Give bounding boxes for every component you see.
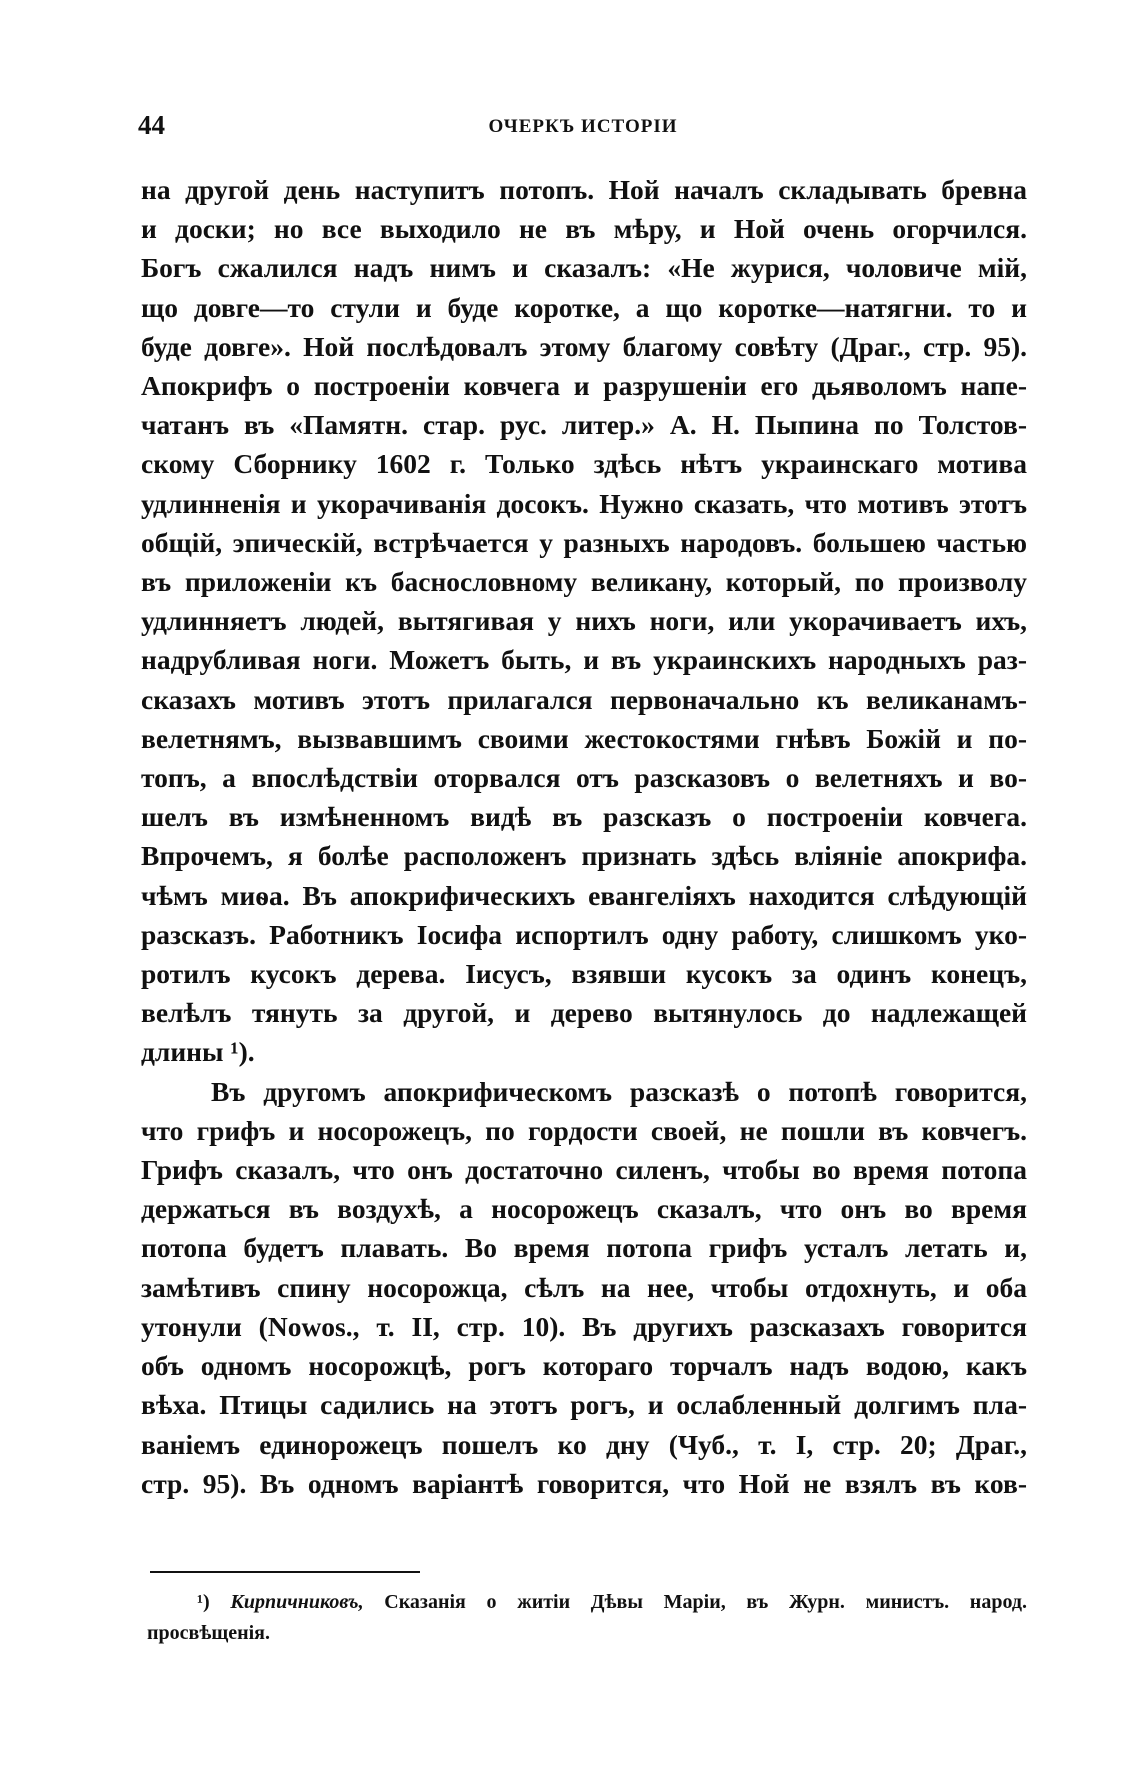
text-line: удлинняетъ людей, вытягивая у нихъ ноги, или укорачиваетъ ихъ, [141, 605, 1027, 637]
text-line: Апокрифъ о построеніи ковчега и разрушеніи его дьяволомъ напе- [141, 370, 1027, 402]
text-line: что грифъ и носорожецъ, по гордости своей, не пошли въ ковчегъ. [141, 1114, 1027, 1146]
text-line: замѣтивъ спину носорожца, сѣлъ на нее, чтобы отдохнуть, и оба [141, 1271, 1027, 1303]
text-line: ротилъ кусокъ дерева. Іисусъ, взявши кусокъ за одинъ конецъ, [141, 958, 1027, 990]
text-line: держаться въ воздухѣ, а носорожецъ сказалъ, что онъ во время [141, 1193, 1027, 1225]
text-line: на другой день наступитъ потопъ. Ной началъ складывать бревна [141, 174, 1027, 205]
running-head: ОЧЕРКЪ ИСТОРІИ [488, 116, 678, 137]
footnote-author: Кирпичниковъ, [230, 1591, 364, 1613]
text-line: Грифъ сказалъ, что онъ достаточно силенъ, чтобы во время потопа [141, 1154, 1027, 1186]
footnote-text: Сказанія о житіи Дѣвы Маріи, въ Журн. министъ. народ. [384, 1591, 1027, 1613]
footnote-marker: ¹) [197, 1591, 210, 1613]
text-line: и доски; но все выходило не въ мѣру, и Ной очень огорчился. [141, 213, 1027, 245]
footnotes [147, 1587, 1027, 1649]
text-line: Богъ сжалился надъ нимъ и сказалъ: «Не журися, чоловиче мій, [141, 252, 1027, 284]
text-line: топъ, а впослѣдствіи оторвался отъ разсказовъ о велетняхъ и во- [141, 762, 1027, 794]
body-text [141, 170, 1027, 1503]
text-line: въ приложеніи къ баснословному великану, который, по произволу [141, 566, 1027, 598]
text-line: вѣха. Птицы садились на этотъ рогъ, и ослабленный долгимъ пла- [141, 1389, 1027, 1421]
text-line: Въ другомъ апокрифическомъ разсказѣ о потопѣ говорится, [211, 1075, 1027, 1107]
text-line: велетнямъ, вызвавшимъ своими жестокостями гнѣвъ Божій и по- [141, 722, 1027, 754]
text-line: общій, эпическій, встрѣчается у разныхъ народовъ. большею частью [141, 526, 1027, 558]
text-line: що довге—то стули и буде коротке, а що коротке—натягни. то и [141, 291, 1027, 323]
text-line: стр. 95). Въ одномъ варіантѣ говорится, что Ной не взялъ въ ков- [141, 1467, 1027, 1499]
text-line: чатанъ въ «Памятн. стар. рус. литер.» А. Н. Пыпина по Толстов- [141, 409, 1027, 441]
text-line: скому Сборнику 1602 г. Только здѣсь нѣтъ украинскаго мотива [141, 448, 1027, 480]
text-line: Впрочемъ, я болѣе расположенъ признать здѣсь вліяніе апокрифа. [141, 840, 1027, 872]
page-number: 44 [138, 110, 165, 140]
text-line: потопа будетъ плавать. Во время потопа грифъ усталъ летать и, [141, 1232, 1027, 1264]
text-line: шелъ въ измѣненномъ видѣ въ разсказъ о построеніи ковчега. [141, 801, 1027, 833]
text-line: утонули (Nowos., т. II, стр. 10). Въ другихъ разсказахъ говорится [141, 1310, 1027, 1342]
footnote-line-continuation: просвѣщенія. [147, 1622, 270, 1644]
text-line: длины ¹). [141, 1036, 255, 1068]
footnote-divider [150, 1571, 420, 1573]
text-line: велѣлъ тянуть за другой, и дерево вытянулось до надлежащей [141, 997, 1027, 1029]
text-line: объ одномъ носорожцѣ, рогъ котораго торчалъ надъ водою, какъ [141, 1350, 1027, 1382]
text-line: чѣмъ миѳа. Въ апокрифическихъ евангеліяхъ находится слѣдующій [141, 879, 1027, 911]
text-line: удлинненія и укорачиванія досокъ. Нужно сказать, что мотивъ этотъ [141, 487, 1027, 519]
text-line: надрубливая ноги. Можетъ быть, и въ украинскихъ народныхъ раз- [141, 644, 1027, 676]
footnote-line [147, 1587, 1027, 1618]
text-line: буде довге». Ной послѣдовалъ этому благому совѣту (Драг., стр. 95). [141, 330, 1027, 362]
text-line: разсказъ. Работникъ Іосифа испортилъ одну работу, слишкомъ уко- [141, 918, 1027, 950]
text-line: сказахъ мотивъ этотъ прилагался первоначально къ великанамъ- [141, 683, 1027, 715]
text-line: ваніемъ единорожецъ пошелъ ко дну (Чуб., т. I, стр. 20; Драг., [141, 1428, 1027, 1460]
page-header [138, 110, 1028, 150]
